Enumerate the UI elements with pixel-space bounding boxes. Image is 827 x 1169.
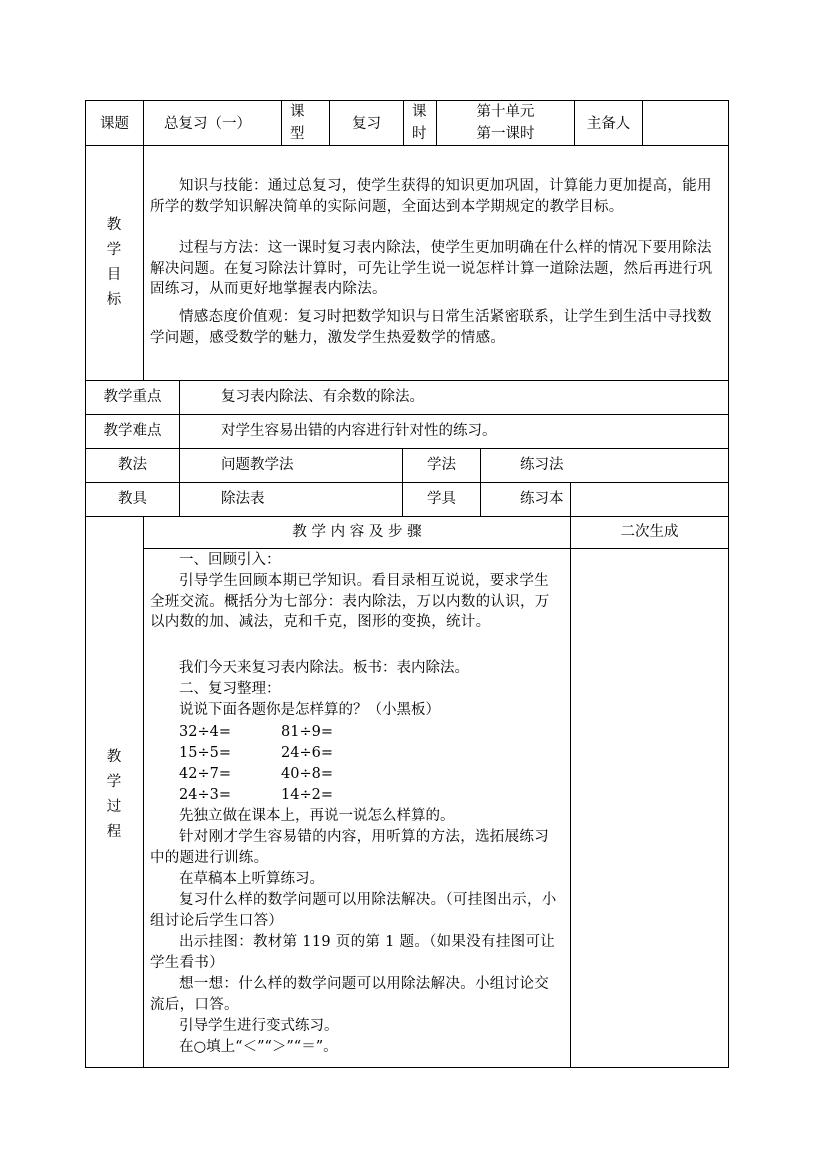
table-rule: [85, 448, 729, 449]
difficulty-value: 对学生容易出错的内容进行针对性的练习。: [221, 423, 497, 439]
table-rule: [143, 145, 144, 380]
method-value: 问题教学法: [221, 457, 294, 473]
type-label-line1: 课: [290, 104, 305, 120]
section1-title: 一、回顾引入：: [179, 552, 281, 568]
section2-step: 复习什么样的数学问题可以用除法解决。（可挂图出示，小组讨论后学生口答）: [150, 892, 557, 929]
section2-step: 在草稿本上听算练习。: [179, 871, 324, 887]
table-rule: [85, 380, 729, 381]
topic-label: 课题: [100, 116, 129, 132]
type-value: 复习: [352, 116, 381, 132]
table-rule: [85, 516, 729, 517]
table-rule: [480, 448, 481, 516]
table-rule: [570, 516, 571, 1067]
table-rule: [143, 100, 144, 145]
section1-paragraph: 引导学生回顾本期已学知识。看目录相互说说，要求学生全班交流。概括分为七部分：表内除法，万以内数的认识，万以内数的加、减法，克和千克，图形的变换，统计。: [150, 573, 550, 631]
table-rule: [570, 482, 571, 516]
difficulty-label: 教学难点: [103, 423, 162, 439]
objective-attitude: 情感态度价值观：复习时把数学知识与日常生活紧密联系，让学生到生活中寻找数学问题，感受数学的魅力，激发学生热爱数学的情感。: [150, 309, 712, 346]
unit-value: 第十单元: [476, 104, 535, 120]
table-border-bottom: [85, 1067, 729, 1068]
table-rule: [281, 100, 282, 145]
section2-step: 引导学生进行变式练习。: [179, 1018, 339, 1034]
content-header: 教 学 内 容 及 步 骤: [292, 524, 422, 540]
section2-step: 先独立做在课本上，再说一说怎么样算的。: [179, 808, 455, 824]
study-method-value: 练习法: [520, 457, 564, 473]
second-generation-header: 二次生成: [620, 524, 679, 540]
topic-value: 总复习（一）: [164, 116, 251, 132]
table-rule: [179, 380, 180, 516]
lesson-value: 第一课时: [476, 126, 535, 142]
section1-board-note: 我们今天来复习表内除法。板书：表内除法。: [179, 660, 469, 676]
table-rule: [143, 548, 729, 549]
period-label-line1: 课: [412, 104, 427, 120]
problem: 40÷8=: [281, 766, 333, 782]
problem: 24÷3=: [179, 787, 231, 803]
table-border-right: [728, 100, 729, 1068]
period-label-line2: 时: [412, 126, 427, 142]
section2-step: 想一想：什么样的数学问题可以用除法解决。小组讨论交流后，口答。: [150, 976, 549, 1013]
problem: 32÷4=: [179, 724, 231, 740]
table-rule: [403, 100, 404, 145]
student-tools-label: 学具: [427, 491, 456, 507]
key-point-label: 教学重点: [103, 389, 162, 405]
problem: 24÷6=: [281, 745, 333, 761]
section2-step: 出示挂图：教材第 119 页的第 1 题。（如果没有挂图可让学生看书）: [150, 934, 556, 971]
problem: 42÷7=: [179, 766, 231, 782]
process-label: 教学过程: [106, 749, 122, 840]
table-rule: [143, 516, 144, 1067]
tools-value: 除法表: [221, 491, 265, 507]
student-tools-value: 练习本: [520, 491, 564, 507]
objectives-label: 教学目标: [106, 217, 122, 308]
table-border-left: [85, 100, 86, 1068]
section2-step: 针对刚才学生容易错的内容，用听算的方法，选拓展练习中的题进行训练。: [150, 829, 549, 866]
problem: 15÷5=: [179, 745, 231, 761]
table-rule: [85, 145, 729, 146]
table-rule: [85, 482, 729, 483]
tools-label: 教具: [118, 491, 147, 507]
method-label: 教法: [118, 457, 147, 473]
section2-question: 说说下面各题你是怎样算的？（小黑板）: [179, 702, 440, 718]
table-rule: [85, 414, 729, 415]
type-label-line2: 型: [290, 126, 305, 142]
table-rule: [642, 100, 643, 145]
problem: 14÷2=: [281, 787, 333, 803]
table-border-top: [85, 100, 729, 101]
study-method-label: 学法: [427, 457, 456, 473]
problem: 81÷9=: [281, 724, 333, 740]
objective-knowledge: 知识与技能：通过总复习，使学生获得的知识更加巩固，计算能力更加提高，能用所学的数学知识解决简单的实际问题，全面达到本学期规定的教学目标。: [150, 178, 712, 215]
key-point-value: 复习表内除法、有余数的除法。: [221, 389, 424, 405]
objective-process: 过程与方法：这一课时复习表内除法，使学生更加明确在什么样的情况下要用除法解决问题。在复习除法计算时，可先让学生说一说怎样计算一道除法题，然后再进行巩固练习，从而更好地掌握表内除法。: [150, 240, 713, 298]
section2-step: 在○填上“＜”“＞”“＝”。: [179, 1039, 338, 1055]
section2-title: 二、复习整理：: [179, 681, 281, 697]
preparer-label: 主备人: [586, 116, 631, 132]
